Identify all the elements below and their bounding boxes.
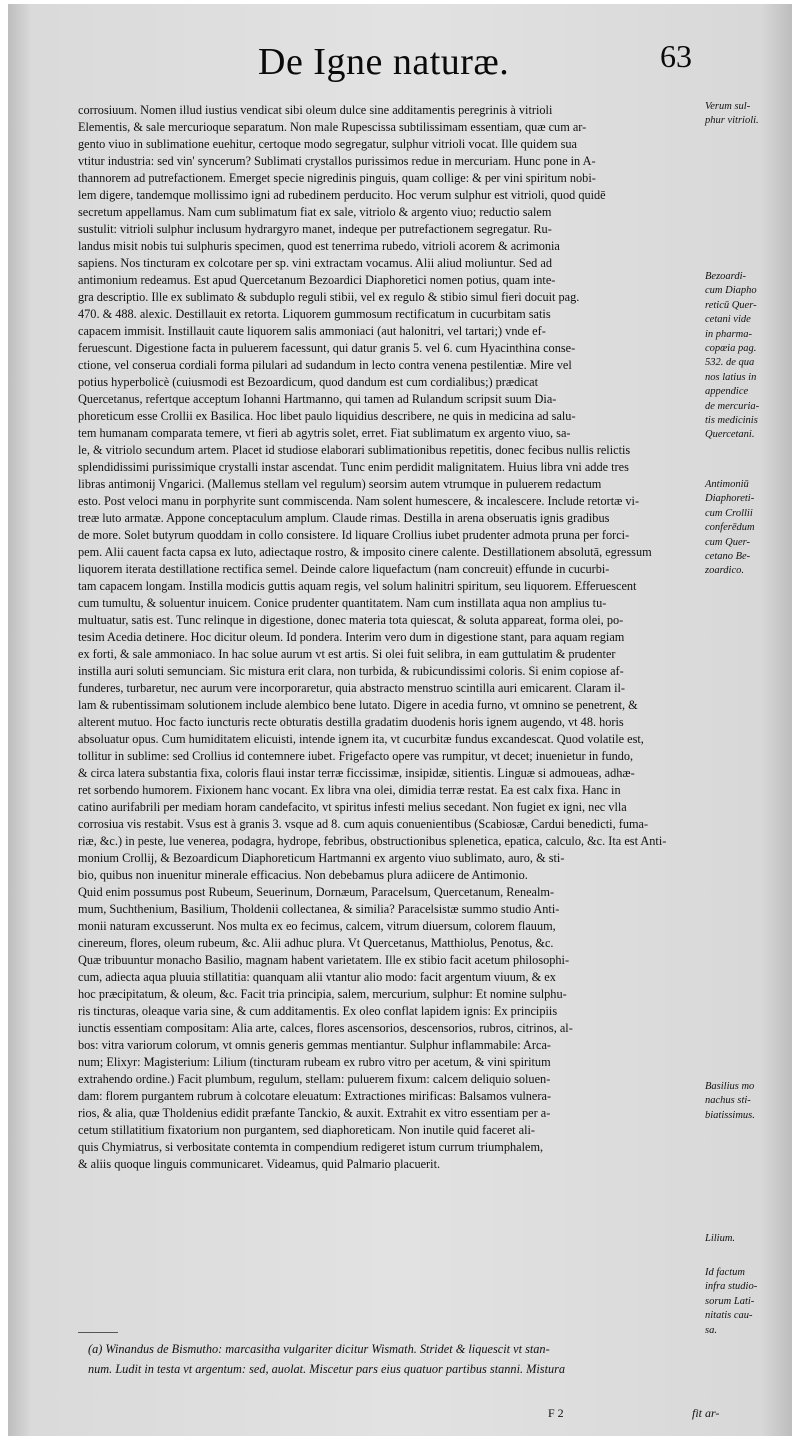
body-line: cinereum, flores, oleum rubeum, &c. Alii adhuc plura. Vt Quercetanus, Matthiolus, Penotus, &c. — [78, 936, 554, 950]
body-line: tam capacem longam. Instilla modicis guttis aquam regis, vel solum halinitri spiritum, seu liquorem. Efferuescent — [78, 579, 637, 593]
body-line: de more. Solet butyrum quoddam in collo consistere. Id liquare Crollius iubet prudenter admota pruna per forci- — [78, 528, 630, 542]
margin-note-line: Bezoardi- — [705, 271, 747, 282]
body-line: & aliis quoque linguis communicaret. Videamus, quid Palmario placuerit. — [78, 1157, 441, 1171]
page-title: De Igne naturæ. — [258, 41, 510, 83]
body-line: riæ, &c.) in peste, lue venerea, podagra, hydrope, febribus, obstructionibus splenetica, epatica, calculo, &c. Ita est Anti- — [78, 834, 667, 848]
body-line: hoc præcipitatum, & oleum, &c. Facit tria principia, salem, mercurium, sulphur: Et nomine sulphu- — [78, 987, 567, 1001]
body-line: vtitur industria: sed vin' syncerum? Sublimati crystallos purissimos redue in mercuriam. Hunc pone in A- — [78, 154, 596, 168]
margin-note-line: Verum sul- — [705, 101, 751, 112]
margin-note-line: nitatis cau- — [705, 1310, 753, 1322]
margin-note-line: copœia pag. — [705, 343, 757, 355]
body-line: ex forti, & sale ammoniaco. In hac solue aurum vt est artis. Si olei fuit selibra, in eam guttulatim & prudenter — [78, 647, 616, 661]
body-line: alterent mutuo. Hoc facto iuncturis recte obturatis destilla gradatim duodenis horis ignem augendo, vt 48. horis — [78, 715, 624, 729]
margin-note — [705, 1080, 789, 1123]
body-line: phoreticum esse Crollii ex Basilica. Hoc libet paulo liquidius describere, ne quis in medicina ad salu- — [78, 409, 576, 423]
running-header — [8, 34, 792, 90]
body-line: pem. Alii cauent facta capsa ex luto, adiectaque rostro, & imposito cinere calente. Destillationem absolutā, egressum — [78, 545, 652, 559]
margin-note-line: sorum Lati- — [705, 1295, 755, 1307]
body-line: num; Elixyr: Magisterium: Lilium (tincturam rubeam ex rubro vitro per acetum, & vini spiritum — [78, 1055, 551, 1069]
footnote-line: num. Ludit in testa vt argentum: sed, auolat. Miscetur pars eius quatuor partibus stanni. Mistura — [88, 1362, 566, 1376]
body-line: bos: vitra variorum colorum, vt omnis generis gemmas mentiantur. Sulphur inflammabile: Arca- — [78, 1038, 551, 1052]
body-line: capacem immisit. Instillauit caute liquorem salis ammoniaci (aut halonitri, vel tartari;) vnde ef- — [78, 324, 546, 338]
body-line: 470. & 488. alexic. Destillauit ex retorta. Liquorem gummosum rectificatum in cucurbitam satis — [78, 307, 551, 321]
body-line: monium Crollij, & Bezoardicum Diaphoreticum Hartmanni ex argento viuo sublimato, auro, & sti- — [78, 851, 565, 865]
margin-note — [705, 270, 789, 443]
body-line: corrosiuum. Nomen illud iustius vendicat sibi oleum dulce sine additamentis peregrinis à vitrioli — [78, 103, 553, 117]
body-line: ris tincturas, oleaque varia sine, & cum additamentis. Ex oleo conflat lapidem ignis: Ex principiis — [78, 1004, 558, 1018]
margin-note-line: cetano Be- — [705, 551, 751, 563]
body-line: extrahendo ordine.) Facit plumbum, regulum, stellam: puluerem fixum: calcem deliquio soluen- — [78, 1072, 551, 1086]
page-number: 63 — [660, 38, 692, 74]
body-line: landus misit nobis tui sulphuris specimen, quod est tenerrima rubedo, vitrioli acorem & acrimonia — [78, 239, 560, 253]
body-line: mum, Suchthenium, Basilium, Tholdenii collectanea, & similia? Paracelsistæ summo studio Anti- — [78, 902, 560, 916]
body-line: secretum appellamus. Nam cum sublimatum fiat ex sale, vitriolo & argento viuo; reductio salem — [78, 205, 552, 219]
margin-note-line: Lilium. — [705, 1233, 736, 1244]
margin-note-line: Basilius mo — [705, 1081, 755, 1092]
margin-note-line: cum Diapho — [705, 285, 757, 297]
body-line: quis Chymiatrus, si verbositate contemta in compendium redigeret istum currum triumphalem, — [78, 1140, 544, 1154]
margin-note-line: biatissimus. — [705, 1109, 755, 1121]
body-line: Quercetanus, refertque acceptum Iohanni Hartmanno, qui tamen ad Rulandum scripsit suum Dia- — [78, 392, 557, 406]
body-line: dam: florem purgantem rubrum à colcotare eleuatum: Extractiones mirificas: Balsamos vulnera- — [78, 1089, 552, 1103]
body-line: bio, quibus non inuenitur minerale efficacius. Non debebamus plura adiicere de Antimonio. — [78, 868, 528, 882]
margin-note-line: Quercetani. — [705, 429, 755, 441]
body-text — [78, 102, 700, 1173]
body-line: monii naturam excusserunt. Nos multa ex eo fecimus, calcem, vitrum diuersum, colorem flauum, — [78, 919, 556, 933]
body-line: funderes, turbaretur, nec aurum vere incorporaretur, quia abstracto menstruo scintilla auri emicarent. Claram il- — [78, 681, 626, 695]
margin-note-line: Id factum — [705, 1267, 745, 1278]
footnote-line: (a) Winandus de Bismutho: marcasitha vulgariter dicitur Wismath. Stridet & liquescit vt stan- — [88, 1342, 550, 1356]
body-line: catino aurifabrili per mediam horam candefacito, vt spiritus infesti melius secedant. Non fugiet ex igni, nec vlla — [78, 800, 627, 814]
body-line: gento viuo in sublimatione euehitur, certoque modo segregatur, sulphur vitrioli vocat. Ille quidem sua — [78, 137, 577, 151]
body-line: cum tumultu, & soluentur inuicem. Conice prudenter quantitatem. Nam cum instillata aqua non amplius tu- — [78, 596, 607, 610]
margin-note-line: nachus sti- — [705, 1095, 751, 1107]
book-page — [8, 4, 792, 1436]
body-line: cetum stillatitium fixatorium non purgantem, sed diaphoreticam. Non inutile quid faceret ali- — [78, 1123, 536, 1137]
margin-note-line: tis medicinis — [705, 415, 758, 427]
body-line: tollitur in sublime: sed Crollius id contemnere iubet. Frigefacto opere vas rumpitur, vt decet; inuenietur in fundo, — [78, 749, 634, 763]
body-line: gra descriptio. Ille ex sublimato & subduplo reguli stibii, vel ex regulo & stibio simul fieri docuit pag. — [78, 290, 580, 304]
body-line: thannorem ad putrefactionem. Emerget specie nigredinis pinguis, quam collige: & per vini spiritum nobi- — [78, 171, 596, 185]
margin-note — [705, 478, 789, 579]
body-line: absoluatur opus. Cum humiditatem elicuisti, intende ignem ita, vt cucurbitæ fundus excandescat. Quod volatile est, — [78, 732, 644, 746]
body-line: sustulit: vitrioli sulphur inclusum hydrargyro manet, indeque per putrefactionem segregatur. Ru- — [78, 222, 552, 236]
footnote — [88, 1339, 688, 1379]
body-line: feruescunt. Digestione facta in puluerem facessunt, qui datur granis 5. vel 6. cum Hyacinthina conse- — [78, 341, 576, 355]
margin-note-line: infra studio- — [705, 1281, 758, 1293]
margin-note-line: sa. — [705, 1324, 717, 1336]
body-line: splendidissimi purissimique crystalli instar ascendat. Tunc enim perdidit malignitatem. Huius libra vni adde tres — [78, 460, 629, 474]
margin-note-line: appendice — [705, 386, 749, 398]
body-line: Quid enim possumus post Rubeum, Seuerinum, Dornæum, Paracelsum, Quercetanum, Renealm- — [78, 885, 555, 899]
margin-note — [705, 1266, 789, 1338]
body-line: rios, & alia, quæ Tholdenius edidit præfante Tanckio, & auxit. Extrahit ex vitro essentiam per a- — [78, 1106, 551, 1120]
body-line: antimonium redeamus. Est apud Quercetanum Bezoardici Diaphoretici nomen potius, quam inte- — [78, 273, 556, 287]
body-line: Elementis, & sale mercurioque separatum. Non male Rupescissa subtilissimam essentiam, quæ cum ar- — [78, 120, 587, 134]
margin-note-line: de mercuria- — [705, 400, 760, 412]
margin-note-line: in pharma- — [705, 328, 752, 340]
margin-note-line: reticū Quer- — [705, 299, 757, 311]
body-line: & circa latera substantia fixa, coloris flaui instar terræ ficcissimæ, insipidæ, sitientis. Linguæ si admoueas, adhæ- — [78, 766, 635, 780]
body-line: treæ luto armatæ. Appone conceptaculum amplum. Claude rimas. Destilla in arena obseruatis ignis gradibus — [78, 511, 610, 525]
body-line: le, & vitriolo secundum artem. Placet id studiose elaborari sublimationibus repetitis, donec fecibus nullis relictis — [78, 443, 631, 457]
body-line: sapiens. Nos tincturam ex colcotare per sp. vini extractam vocamus. Alii aliud moliuntur. Sed ad — [78, 256, 553, 270]
body-line: libras antimonij Vngarici. (Mallemus stellam vel regulum) seorsim autem vtrumque in puluerem redactum — [78, 477, 602, 491]
footnote-rule — [78, 1332, 118, 1333]
margin-note-line: Antimoniū — [705, 479, 749, 490]
catchword: fit ar- — [692, 1406, 720, 1420]
margin-note-line: phur vitrioli. — [705, 115, 759, 127]
body-line: esto. Post veloci manu in porphyrite sunt commiscenda. Nam solent humescere, & incalescere. Include retortæ vi- — [78, 494, 640, 508]
body-line: potius hyperbolicè (cuiusmodi est Bezoardicum, quod dandum est cum cordialibus;) prædicat — [78, 375, 539, 389]
body-line: tem humanam comparata temere, vt fieri ab agytris solet, erret. Fiat sublimatum ex argento viuo, sa- — [78, 426, 571, 440]
body-line: multuatur, satis est. Tunc relinque in digestione, donec materia tota quiescat, & soluta appareat, forma olei, po- — [78, 613, 624, 627]
margin-note-line: zoardico. — [705, 565, 744, 577]
body-line: cum, adiecta aqua pluuia stillatitia: quanquam alii vtantur alio modo: facit argentum viuum, & ex — [78, 970, 556, 984]
body-line: ctione, vel conserua cordiali forma pilulari ad sudandum in lecto contra venena pestilentiæ. Mire vel — [78, 358, 572, 372]
body-line: liquorem iterata destillatione rectifica semel. Deinde calore liquefactum (nam concreuit) effunde in cucurbi- — [78, 562, 610, 576]
body-line: lem digere, tandemque mollissimo igni ad rubedinem perducito. Hoc verum sulphur est vitrioli, quod quidē — [78, 188, 606, 202]
margin-note-line: 532. de qua — [705, 357, 755, 369]
body-line: iunctis essentiam compositam: Alia arte, calces, flores ascensorios, descensorios, rubros, citrinos, al- — [78, 1021, 573, 1035]
signature-mark: F 2 — [548, 1406, 564, 1420]
margin-note — [705, 100, 789, 129]
body-line: ret sorbendo humorem. Fixionem hanc vocant. Ex libra vna olei, dimidia terræ restat. Ea est calx fixa. Hanc in — [78, 783, 621, 797]
margin-note-line: cum Quer- — [705, 536, 750, 548]
margin-note — [705, 1232, 789, 1246]
margin-note-line: cetani vide — [705, 314, 751, 326]
body-line: instilla auri soluti semunciam. Sic mistura erit clara, non turbida, & rubicundissimi coloris. Si enim copiose af- — [78, 664, 624, 678]
body-line: corrosiua vis restabit. Vsus est à granis 3. vsque ad 8. cum aquis conuenientibus (Scabiosæ, Cardui benedicti, fuma- — [78, 817, 649, 831]
body-line: tesim Acedia detinere. Hoc dicitur oleum. Id pondera. Interim vero dum in digestione stant, para aquam regiam — [78, 630, 625, 644]
margin-note-line: conferēdum — [705, 522, 755, 534]
margin-note-line: cum Crollii — [705, 507, 753, 519]
margin-note-line: Diaphoreti- — [705, 493, 755, 505]
body-line: lam & rubentissimam solutionem include alembico bene lutato. Digere in acedia furno, vt omnino se penetrent, & — [78, 698, 638, 712]
margin-note-line: nos latius in — [705, 371, 757, 383]
body-line: Quæ tribuuntur monacho Basilio, magnam habent varietatem. Ille ex stibio facit acetum philosophi- — [78, 953, 570, 967]
